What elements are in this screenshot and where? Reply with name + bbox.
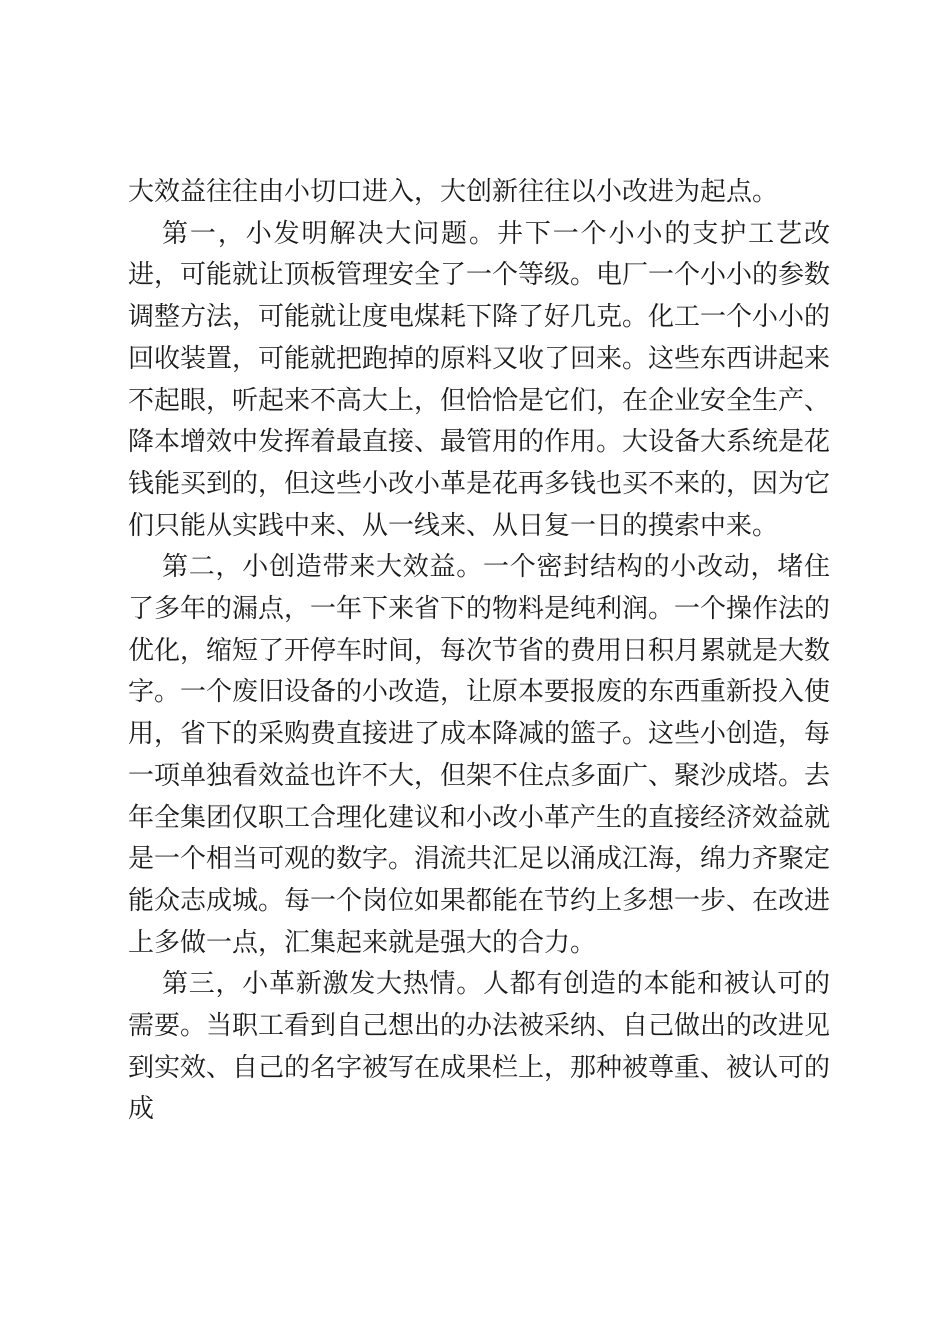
paragraph-first-point: 第一，小发明解决大问题。井下一个小小的支护工艺改进，可能就让顶板管理安全了一个等级。电厂一个小小的参数调整方法，可能就让度电煤耗下降了好几克。化工一个小小的回收装置，可能就把跑掉的原料又收了回来。这些东西讲起来不起眼，听起来不高大上，但恰恰是它们，在企业安全生产、降本增效中发挥着最直接、最管用的作用。大设备大系统是花钱能买到的，但这些小改小革是花再多钱也买不来的，因为它们只能从实践中来、从一线来、从日复一日的摸索中来。	[128, 218, 831, 541]
document-body	[128, 172, 830, 1131]
paragraph-second-point: 第二，小创造带来大效益。一个密封结构的小改动，堵住了多年的漏点，一年下来省下的物料是纯利润。一个操作法的优化，缩短了开停车时间，每次节省的费用日积月累就是大数字。一个废旧设备的小改造，让原本要报废的东西重新投入使用，省下的采购费直接进了成本降减的篮子。这些小创造，每一项单独看效益也许不大，但架不住点多面广、聚沙成塔。去年全集团仅职工合理化建议和小改小革产生的直接经济效益就是一个相当可观的数字。涓流共汇足以涌成江海，绵力齐聚定能众志成城。每一个岗位如果都能在节约上多想一步、在改进上多做一点，汇集起来就是强大的合力。	[128, 552, 831, 958]
paragraph-third-point: 第三，小革新激发大热情。人都有创造的本能和被认可的需要。当职工看到自己想出的办法被采纳、自己做出的改进见到实效、自己的名字被写在成果栏上，那种被尊重、被认可的成	[128, 969, 831, 1125]
paragraph-continuation: 大效益往往由小切口进入，大创新往往以小改进为起点。	[128, 177, 779, 207]
